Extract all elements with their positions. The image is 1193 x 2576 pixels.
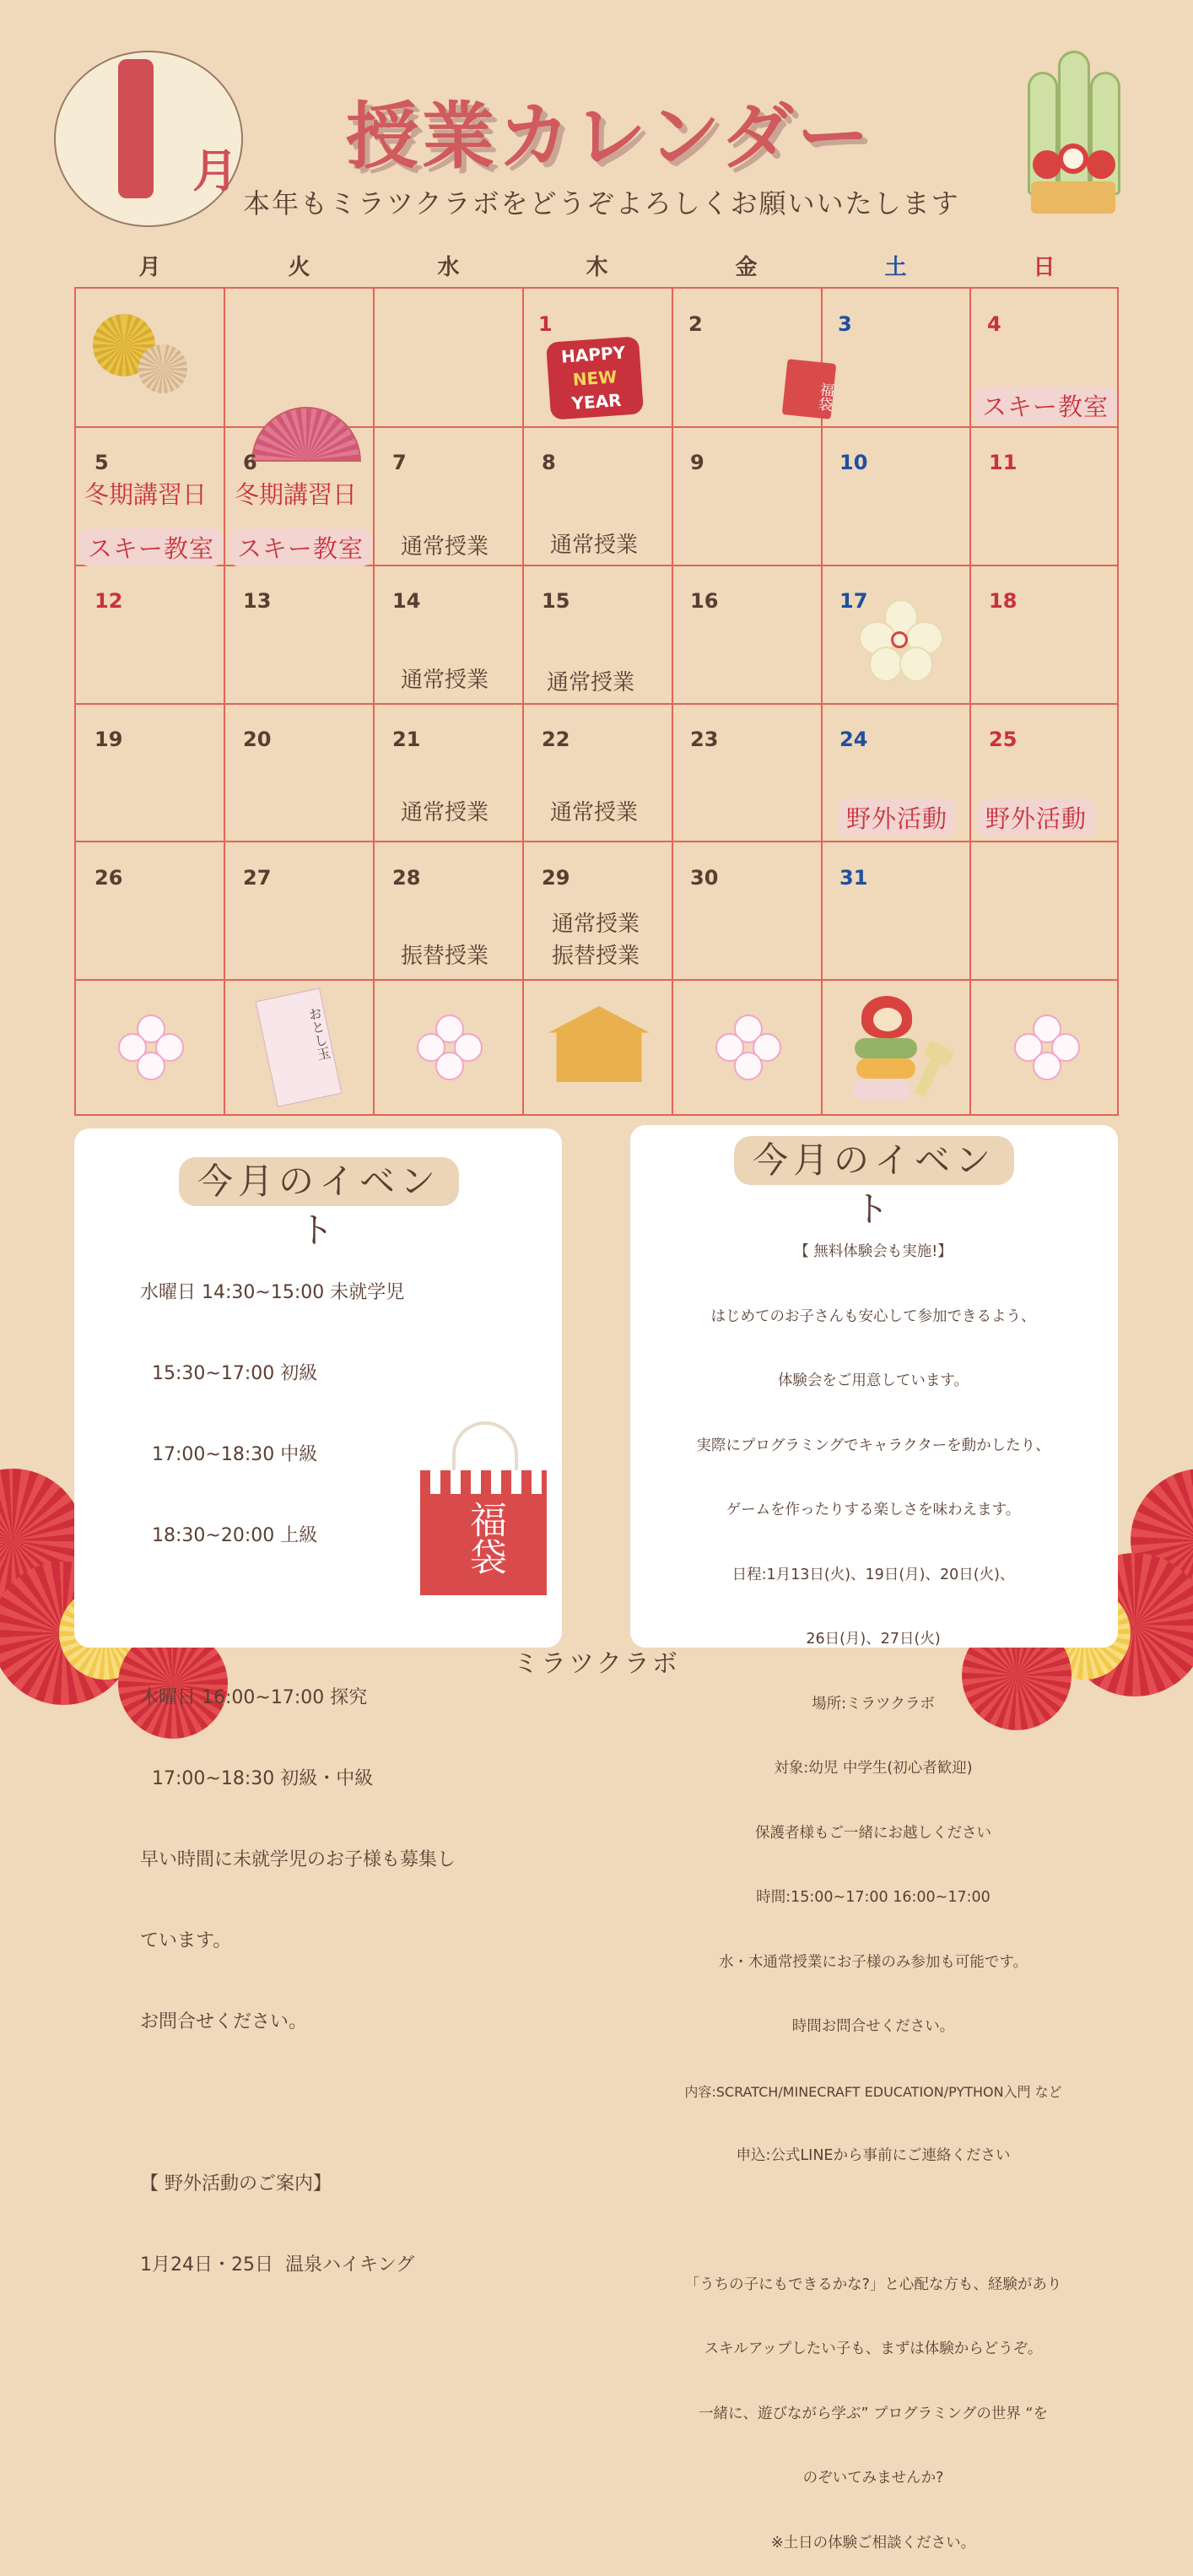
day-21: 21 bbox=[392, 728, 421, 751]
day-2: 2 bbox=[688, 312, 703, 336]
page-title: 授業カレンダー bbox=[346, 95, 873, 179]
day-23: 23 bbox=[690, 728, 719, 751]
event-regular: 通常授業 bbox=[552, 912, 640, 937]
fukubukuro-small-icon: 福袋 bbox=[782, 359, 837, 419]
weekday-fri: 金 bbox=[735, 255, 758, 280]
weekday-tue: 火 bbox=[288, 255, 310, 280]
day-13: 13 bbox=[243, 589, 272, 613]
day-22: 22 bbox=[542, 728, 570, 751]
day-24: 24 bbox=[839, 728, 868, 751]
day-4: 4 bbox=[987, 312, 1001, 336]
day-8: 8 bbox=[542, 451, 556, 474]
day-19: 19 bbox=[94, 728, 123, 751]
happy-new-year-icon: HAPPY NEW YEAR bbox=[546, 336, 644, 419]
day-26: 26 bbox=[94, 866, 123, 890]
day-27: 27 bbox=[243, 866, 272, 890]
day-30: 30 bbox=[690, 866, 719, 890]
flower-icon bbox=[118, 1015, 182, 1079]
day-7: 7 bbox=[392, 451, 407, 474]
day-18: 18 bbox=[989, 589, 1018, 613]
event-regular: 通常授業 bbox=[401, 534, 489, 560]
month-label: 月 bbox=[192, 144, 238, 198]
event-makeup: 振替授業 bbox=[552, 944, 640, 969]
page-subtitle: 本年もミラツクラボをどうぞよろしくお願いいたします bbox=[243, 187, 960, 219]
event-ski: スキー教室 bbox=[974, 387, 1117, 425]
day-20: 20 bbox=[243, 728, 272, 751]
folding-fan-icon bbox=[251, 407, 361, 462]
fan-ornament-icon bbox=[138, 344, 187, 393]
event-ski: スキー教室 bbox=[79, 528, 223, 566]
weekday-thu: 木 bbox=[586, 255, 608, 280]
kadomatsu-icon bbox=[1021, 51, 1122, 215]
otoshidama-envelope-icon: おとし玉 bbox=[256, 988, 343, 1107]
day-17: 17 bbox=[839, 589, 868, 613]
flower-icon bbox=[1014, 1015, 1078, 1079]
day-15: 15 bbox=[542, 589, 570, 613]
event-outdoor: 野外活動 bbox=[838, 798, 956, 836]
day-5: 5 bbox=[94, 451, 109, 474]
event-regular: 通常授業 bbox=[550, 800, 639, 825]
day-12: 12 bbox=[94, 589, 123, 613]
day-16: 16 bbox=[690, 589, 719, 613]
weekday-mon: 月 bbox=[138, 255, 161, 280]
weekday-sat: 土 bbox=[884, 255, 907, 280]
ema-plaque-icon bbox=[548, 1006, 650, 1082]
fukubukuro-bag-icon: 福袋 bbox=[420, 1421, 547, 1594]
day-3: 3 bbox=[838, 312, 852, 336]
event-panel-body: 【 無料体験会も実施!】 はじめてのお子さんも安心して参加できるよう、 体験会をご用意しています。 実際にプログラミングでキャラクターを動かしたり、 ゲームを作ったりする楽しさを味わえます。 日程:1月13日(火)、19日(月)、20日(火)、 26日(月)、27日(火) 場所:ミラツクラボ 対象:幼児 中学生(初心者歓迎) 保護者様もご一緒にお越しください 時間:15:00~17:00 16:00~17:00 水・木通常授業にお子様のみ参加も可能です。 時間お問合せください。 内容:SCRATCH/MINECRAFT EDUCATION/PYTHON入門 など 申込:公式LINEから事前にご連絡ください 「うちの子にもできるかな?」と心配な方も、経験があり スキルアップしたい子も、まずは体験からどうぞ。 一緒に、遊びながら学ぶ” プログラミングの世界 “を のぞいてみませんか? ※土日の体験ご相談ください。 bbox=[684, 1243, 1062, 2552]
calendar-grid bbox=[74, 287, 1119, 1116]
event-regular: 通常授業 bbox=[550, 533, 639, 558]
month-number-one bbox=[118, 59, 154, 198]
day-6: 6 bbox=[243, 451, 257, 474]
day-31: 31 bbox=[839, 866, 868, 890]
weekday-wed: 水 bbox=[437, 255, 460, 280]
plum-blossom-icon bbox=[859, 599, 940, 680]
day-11: 11 bbox=[989, 451, 1018, 474]
event-regular: 通常授業 bbox=[401, 800, 489, 825]
event-panel-title: 今月のイベント bbox=[179, 1157, 459, 1206]
day-25: 25 bbox=[989, 728, 1018, 751]
day-9: 9 bbox=[690, 451, 704, 474]
day-28: 28 bbox=[392, 866, 421, 890]
event-panel-body: 水曜日 14:30~15:00 未就学児 15:30~17:00 初級 17:00~18:30 中級 18:30~20:00 上級 木曜日 16:00~17:00 探究 17:00~18:30 初級・中級 早い時間に未就学児のお子様も募集し ています。 お問合せください。 【 野外活動のご案内】 1月24日・25日 温泉ハイキング bbox=[140, 1282, 456, 2276]
flower-icon bbox=[417, 1015, 481, 1079]
event-panel-title: 今月のイベント bbox=[734, 1136, 1014, 1185]
event-winter-course: 冬期講習日 bbox=[84, 480, 208, 509]
event-outdoor: 野外活動 bbox=[977, 798, 1095, 836]
flower-icon bbox=[715, 1015, 780, 1079]
event-winter-course: 冬期講習日 bbox=[235, 480, 358, 509]
event-ski: スキー教室 bbox=[229, 528, 372, 566]
footer-brand: ミラツクラボ bbox=[513, 1649, 680, 1679]
daruma-stack-icon bbox=[839, 996, 966, 1106]
day-1: 1 bbox=[538, 312, 553, 336]
event-makeup: 振替授業 bbox=[401, 944, 489, 969]
event-regular: 通常授業 bbox=[547, 670, 635, 695]
day-10: 10 bbox=[839, 451, 868, 474]
day-29: 29 bbox=[542, 866, 570, 890]
weekday-sun: 日 bbox=[1033, 255, 1055, 280]
day-14: 14 bbox=[392, 589, 421, 613]
event-regular: 通常授業 bbox=[401, 668, 489, 693]
